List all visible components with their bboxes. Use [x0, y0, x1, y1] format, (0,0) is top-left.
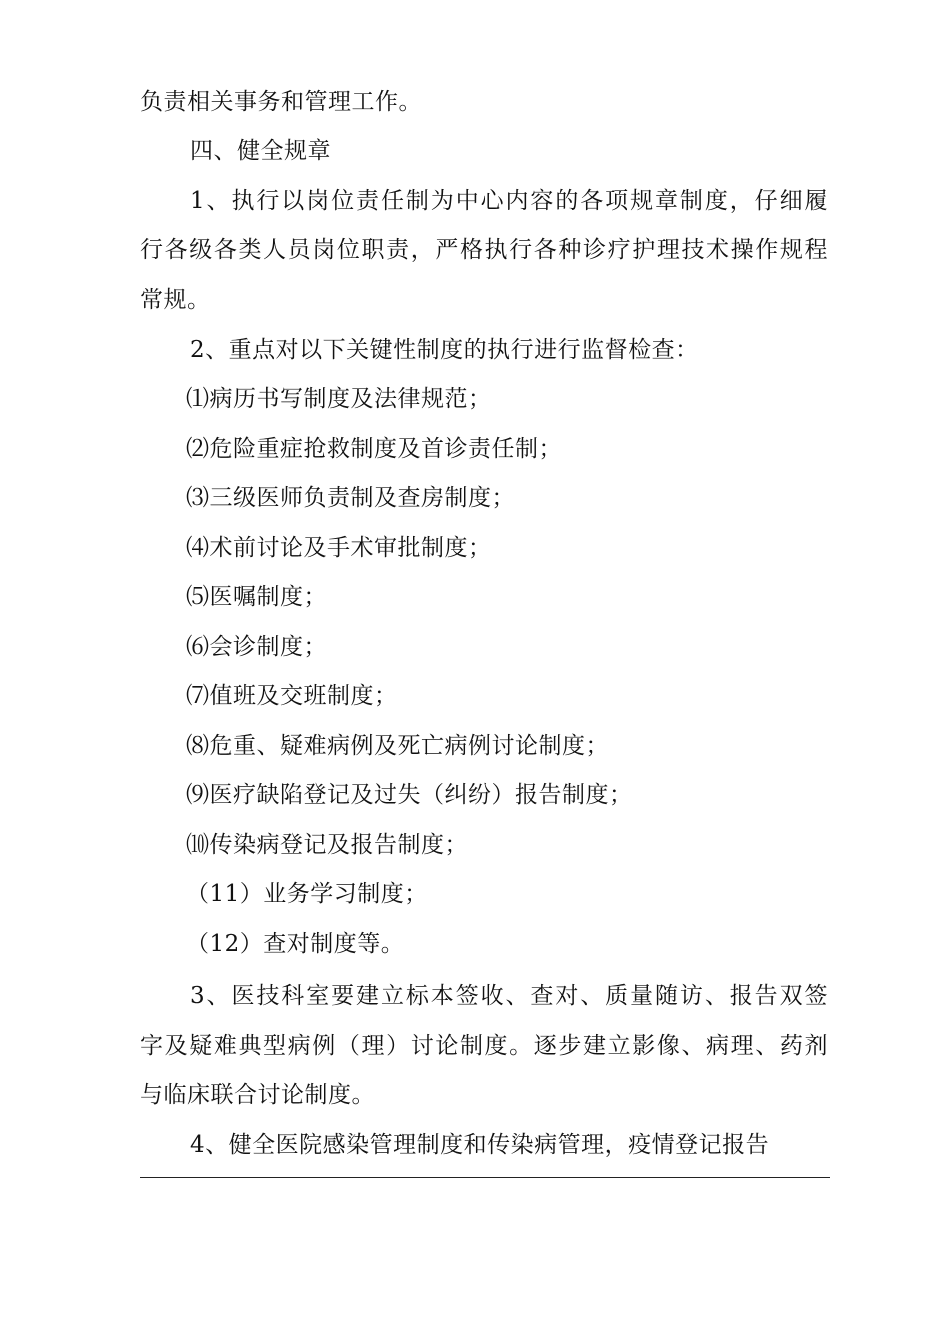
paragraph-1-line-1: 1、执行以岗位责任制为中心内容的各项规章制度，仔细履 [190, 188, 828, 214]
footer-divider [140, 1177, 830, 1178]
list-item: ⑽传染病登记及报告制度； [186, 832, 468, 858]
list-item: ⑶三级医师负责制及查房制度； [186, 485, 515, 511]
list-item: （12）查对制度等。 [186, 931, 405, 957]
list-item: （11）业务学习制度； [186, 881, 428, 907]
list-item: ⑸医嘱制度； [186, 584, 327, 610]
list-item: ⑼医疗缺陷登记及过失（纠纷）报告制度； [186, 782, 633, 808]
paragraph-3-line-1: 3、医技科室要建立标本签收、查对、质量随访、报告双签 [190, 983, 828, 1009]
paragraph-1-line-3: 常规。 [140, 287, 211, 313]
list-item: ⑷术前讨论及手术审批制度； [186, 535, 492, 561]
list-item: ⑻危重、疑难病例及死亡病例讨论制度； [186, 733, 609, 759]
paragraph-3-line-2: 字及疑难典型病例（理）讨论制度。逐步建立影像、病理、药剂 [140, 1033, 828, 1059]
list-item: ⑵危险重症抢救制度及首诊责任制； [186, 436, 562, 462]
paragraph-2-intro: 2、重点对以下关键性制度的执行进行监督检查： [190, 337, 699, 363]
list-item: ⑺值班及交班制度； [186, 683, 398, 709]
paragraph-3-line-3: 与临床联合讨论制度。 [140, 1082, 375, 1108]
paragraph-4-line-1: 4、健全医院感染管理制度和传染病管理，疫情登记报告 [190, 1132, 770, 1158]
section-heading: 四、健全规章 [190, 138, 331, 164]
paragraph-1-line-2: 行各级各类人员岗位职责，严格执行各种诊疗护理技术操作规程 [140, 237, 828, 263]
list-item: ⑴病历书写制度及法律规范； [186, 386, 492, 412]
paragraph-continuation: 负责相关事务和管理工作。 [140, 89, 422, 115]
list-item: ⑹会诊制度； [186, 634, 327, 660]
